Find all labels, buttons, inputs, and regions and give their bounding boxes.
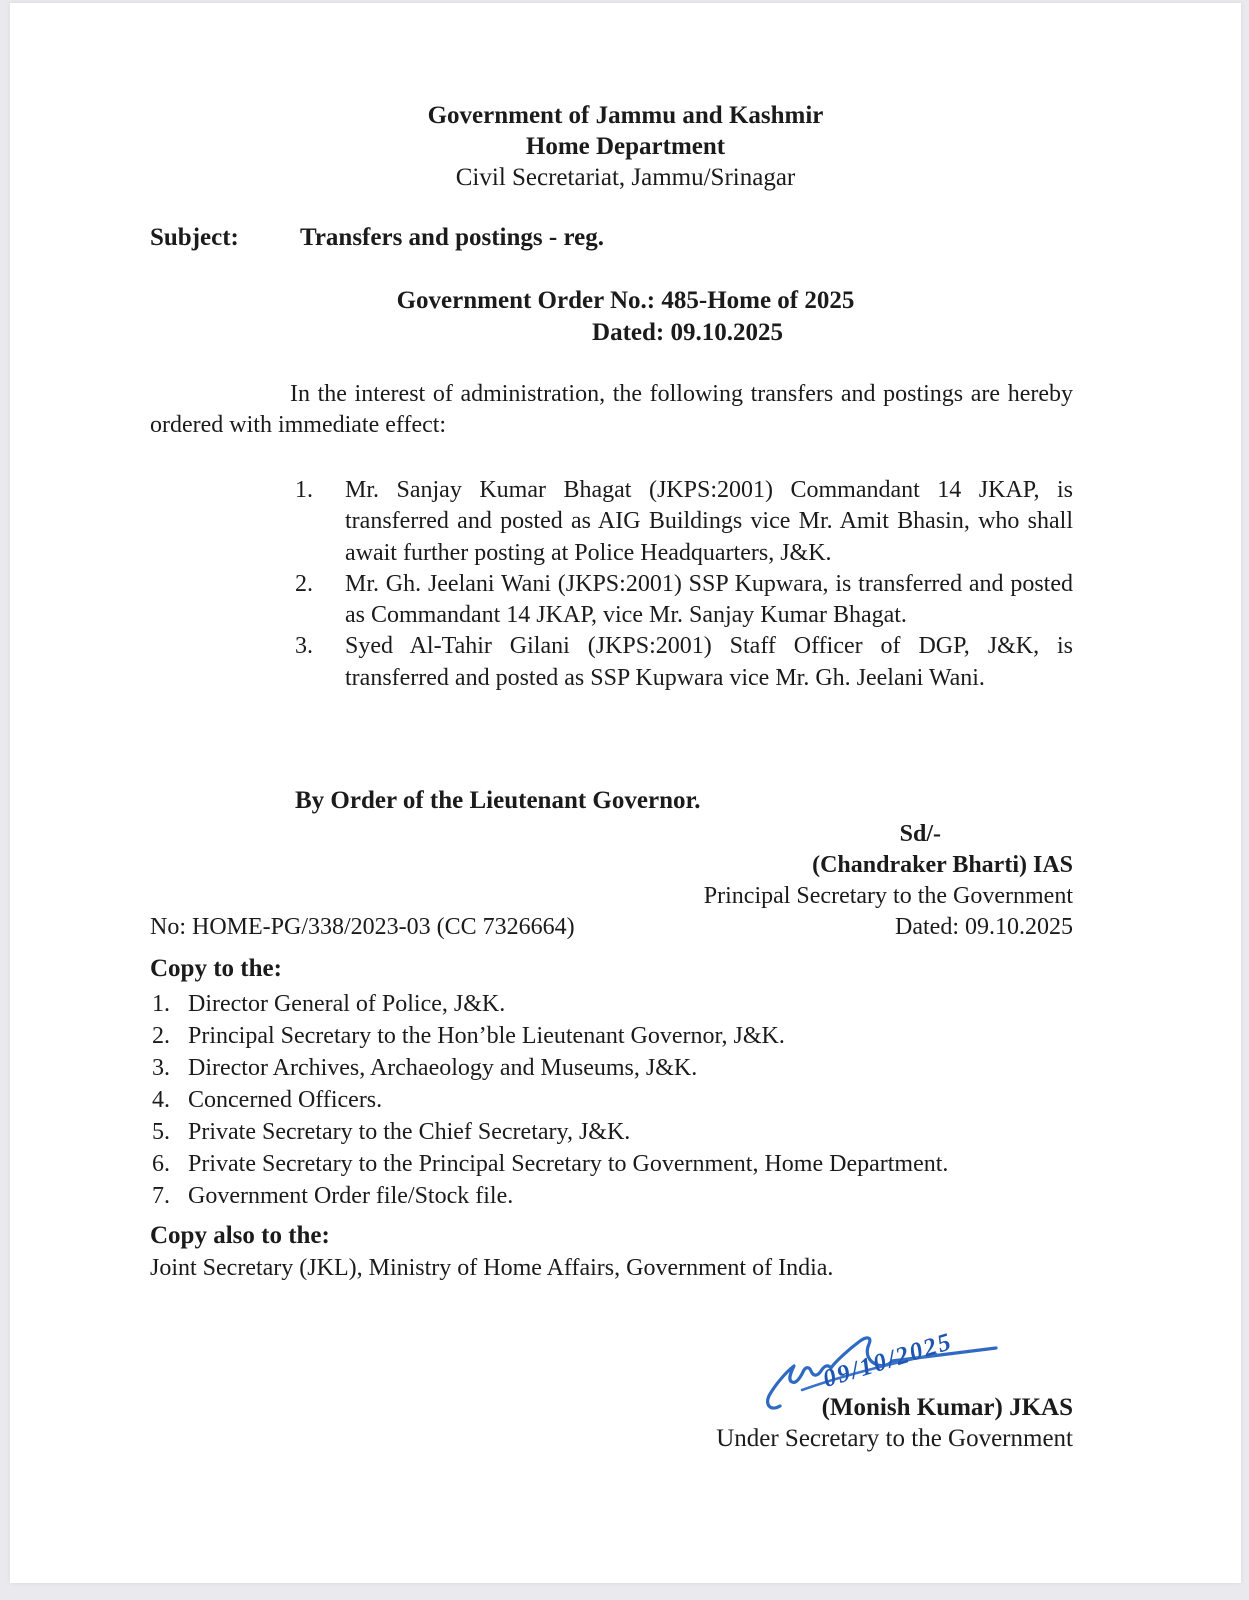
order-heading xyxy=(10,285,1241,349)
copy-to-item-number: 7. xyxy=(152,1183,170,1209)
copy-to-item-text: Concerned Officers. xyxy=(188,1087,383,1113)
copy-to-item xyxy=(152,1180,1073,1212)
under-signatory-block xyxy=(510,1392,1073,1454)
transfer-item xyxy=(295,631,1073,694)
signatory-block xyxy=(510,819,1073,912)
copy-to-item-number: 2. xyxy=(152,1023,170,1049)
copy-to-list xyxy=(152,988,1073,1212)
letterhead-address: Civil Secretariat, Jammu/Srinagar xyxy=(455,164,796,191)
copy-to-item-text: Principal Secretary to the Hon’ble Lieutenant Governor, J&K. xyxy=(188,1023,785,1049)
copy-to-item-text: Private Secretary to the Principal Secretary to Government, Home Department. xyxy=(188,1151,949,1177)
transfer-item-number: 1. xyxy=(295,477,313,503)
order-date: Dated: 09.10.2025 xyxy=(592,319,783,346)
sd-line: Sd/- xyxy=(899,821,941,847)
copy-to-item xyxy=(152,1084,1073,1116)
transfer-list xyxy=(295,475,1073,694)
by-order-line: By Order of the Lieutenant Governor. xyxy=(295,787,701,814)
copy-to-item xyxy=(152,1052,1073,1084)
under-signatory-designation: Under Secretary to the Government xyxy=(716,1425,1073,1452)
transfer-item xyxy=(295,569,1073,632)
signatory-name: (Chandraker Bharti) IAS xyxy=(812,852,1073,878)
letterhead xyxy=(10,100,1241,193)
copy-to-item xyxy=(152,1020,1073,1052)
copy-to-item-number: 6. xyxy=(152,1151,170,1177)
transfer-item-text: Mr. Sanjay Kumar Bhagat (JKPS:2001) Commandant 14 JKAP, is transferred and posted as AIG Buildings vice Mr. Amit Bhasin, who shall await further posting at Police Headquarters, J&K. xyxy=(345,477,1073,566)
copy-to-item-text: Director Archives, Archaeology and Museums, J&K. xyxy=(188,1055,698,1081)
subject-label: Subject: xyxy=(150,224,239,251)
handwritten-date: 09/10/2025 xyxy=(819,1328,956,1394)
reference-number: No: HOME-PG/338/2023-03 (CC 7326664) xyxy=(150,914,575,940)
copy-also-text: Joint Secretary (JKL), Ministry of Home Affairs, Government of India. xyxy=(150,1255,834,1281)
copy-to-item-text: Director General of Police, J&K. xyxy=(188,991,506,1017)
subject-line xyxy=(150,224,1073,252)
subject-text: Transfers and postings - reg. xyxy=(300,224,604,251)
copy-to-item-text: Government Order file/Stock file. xyxy=(188,1183,514,1209)
reference-line xyxy=(150,914,1073,941)
copy-to-item-number: 4. xyxy=(152,1087,170,1113)
copy-to-item-text: Private Secretary to the Chief Secretary, J&K. xyxy=(188,1119,631,1145)
document-page xyxy=(10,3,1241,1583)
signatory-designation: Principal Secretary to the Government xyxy=(703,883,1073,909)
transfer-item-text: Mr. Gh. Jeelani Wani (JKPS:2001) SSP Kupwara, is transferred and posted as Commandant 14 JKAP, vice Mr. Sanjay Kumar Bhagat. xyxy=(345,570,1073,629)
letterhead-department: Home Department xyxy=(525,133,726,160)
copy-also-label: Copy also to the: xyxy=(150,1222,330,1249)
copy-to-item-number: 5. xyxy=(152,1119,170,1145)
copy-to-item xyxy=(152,1116,1073,1148)
order-number: Government Order No.: 485-Home of 2025 xyxy=(396,287,855,314)
copy-to-item xyxy=(152,988,1073,1020)
under-signatory-name: (Monish Kumar) JKAS xyxy=(821,1394,1073,1421)
copy-to-item-number: 1. xyxy=(152,991,170,1017)
transfer-item-text: Syed Al-Tahir Gilani (JKPS:2001) Staff Officer of DGP, J&K, is transferred and posted as SSP Kupwara vice Mr. Gh. Jeelani Wani. xyxy=(345,633,1073,691)
reference-date: Dated: 09.10.2025 xyxy=(895,914,1073,940)
transfer-item xyxy=(295,475,1073,569)
copy-to-item xyxy=(152,1148,1073,1180)
intro-paragraph: In the interest of administration, the following transfers and postings are hereby ordered with immediate effect: xyxy=(150,381,1073,438)
copy-to-label: Copy to the: xyxy=(150,955,282,982)
transfer-item-number: 3. xyxy=(295,633,313,660)
copy-to-item-number: 3. xyxy=(152,1055,170,1081)
transfer-item-number: 2. xyxy=(295,570,313,597)
letterhead-government: Government of Jammu and Kashmir xyxy=(427,102,824,129)
